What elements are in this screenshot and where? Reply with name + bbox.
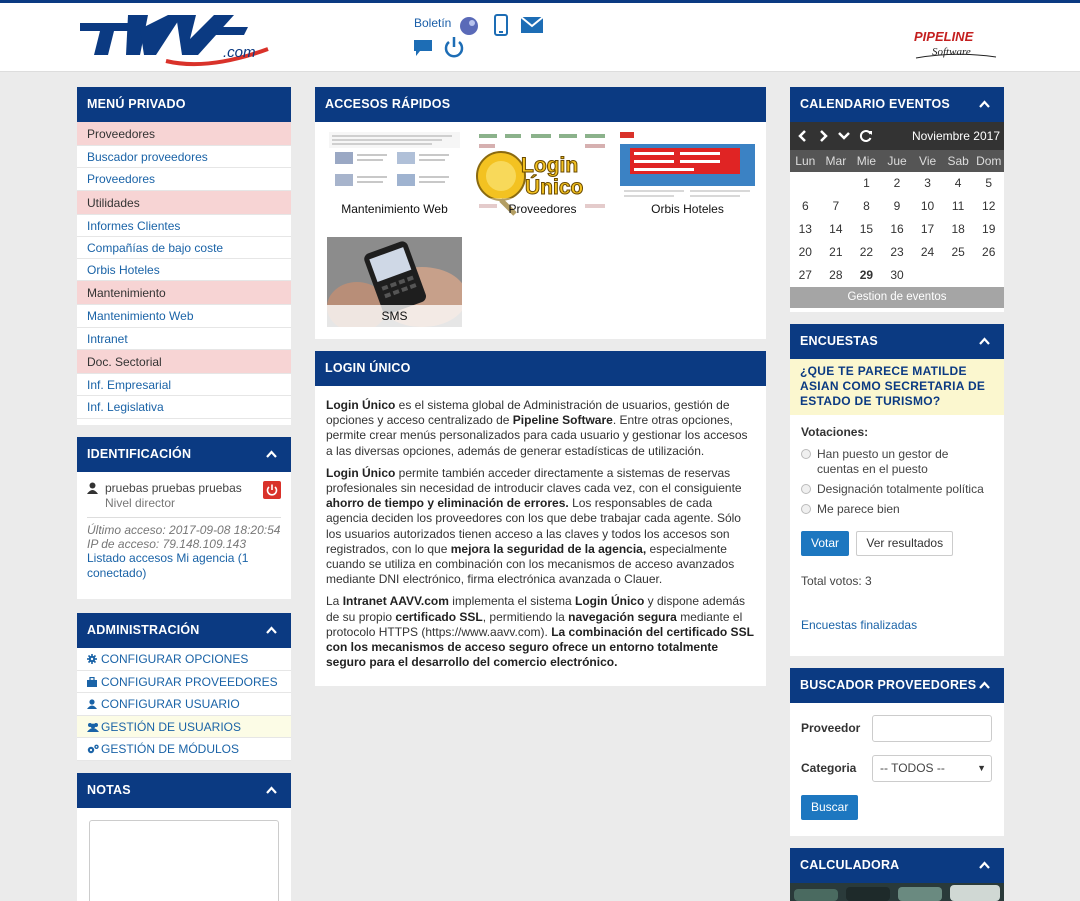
calendar-day[interactable]: 13 [798, 222, 812, 236]
calendar-day[interactable]: 14 [829, 222, 843, 236]
weekday-label: Mie [856, 154, 877, 168]
calendar-day[interactable]: 20 [798, 245, 812, 259]
paragraph-1: Login Único es el sistema global de Administración de usuarios, gestión de opciones y acceso centralizado de Pipeline Software. Entre otras opciones, permite crear menús personalizados para cada usuario y gestionar los accesos a las diversas opciones, además de generar estadísticas de utilización. [326, 398, 748, 458]
poll-options [801, 447, 993, 517]
administracion-panel [77, 613, 291, 761]
administracion-list [77, 648, 291, 761]
weekday-label: Sab [947, 154, 969, 168]
calendar-day[interactable]: 1 [863, 176, 870, 190]
vote-button[interactable]: Votar [801, 531, 849, 556]
radio-button[interactable] [801, 449, 811, 459]
total-votes: Total votos: 3 [801, 574, 872, 588]
login-image-text-1: Login [521, 154, 579, 177]
calendar-nav [790, 122, 1004, 150]
chevron-up-icon[interactable] [266, 449, 277, 460]
menu-section-header: Proveedores [77, 122, 291, 146]
calendar-empty-cell [973, 264, 1004, 287]
poll-option[interactable] [801, 502, 993, 517]
calendar-day[interactable]: 22 [859, 245, 874, 259]
chevron-up-icon[interactable] [266, 625, 277, 636]
weekday-label: Lun [795, 154, 816, 168]
user-info [87, 481, 281, 511]
last-access: Último acceso: 2017-09-08 18:20:54 [87, 523, 281, 537]
briefcase-icon [87, 677, 97, 687]
radio-button[interactable] [801, 484, 811, 494]
login-unico-title: LOGIN ÚNICO [315, 351, 766, 386]
admin-item-label: CONFIGURAR OPCIONES [101, 652, 249, 666]
calculator-image [790, 883, 1004, 901]
provider-label: Proveedor [801, 721, 861, 735]
aavv-logo[interactable] [78, 9, 274, 69]
calendar-empty-cell [912, 264, 943, 287]
mobile-icon[interactable] [494, 14, 508, 36]
calendar-day[interactable]: 26 [982, 245, 996, 259]
calendario-title: CALENDARIO EVENTOS [800, 97, 950, 111]
chevron-up-icon[interactable] [979, 336, 990, 347]
menu-item[interactable]: Compañías de bajo coste [77, 237, 291, 259]
notas-panel [77, 773, 291, 901]
calendar-day[interactable]: 9 [893, 199, 901, 213]
power-icon[interactable] [444, 36, 464, 58]
calendar-day[interactable]: 7 [832, 199, 840, 213]
tile-mantenimiento-web[interactable] [327, 130, 462, 220]
menu-privado-title: MENÚ PRIVADO [77, 87, 291, 122]
calendar-day[interactable]: 2 [893, 176, 901, 190]
buscador-title: BUSCADOR PROVEEDORES [800, 678, 977, 692]
tile-label: SMS [327, 305, 462, 327]
tile-proveedores[interactable] [475, 130, 610, 220]
gears-icon [87, 744, 99, 754]
admin-item-label: CONFIGURAR PROVEEDORES [101, 674, 278, 689]
tile-label: Mantenimiento Web [327, 198, 462, 220]
top-bar [0, 0, 1080, 72]
calendar-month: Noviembre 2017 [911, 129, 1000, 143]
ip-access: IP de acceso: 79.148.109.143 [87, 537, 247, 551]
chevron-left-icon[interactable] [797, 130, 807, 142]
menu-item[interactable]: Orbis Hoteles [77, 259, 291, 281]
weekday-label: Jue [887, 154, 907, 168]
chevron-up-icon[interactable] [979, 680, 990, 691]
calculadora-title: CALCULADORA [800, 858, 900, 872]
identificacion-title: IDENTIFICACIÓN [87, 447, 192, 461]
dropdown-arrow-icon: ▼ [977, 763, 986, 773]
poll-option-label: Han puesto un gestor de cuentas en el puesto [817, 447, 949, 476]
poll-option-label: Me parece bien [817, 502, 900, 516]
admin-item-gestion-de-modulos[interactable] [77, 738, 291, 761]
poll-question: ¿QUE TE PARECE MATILDE ASIAN COMO SECRETARIA DE ESTADO DE TURISMO? [790, 359, 1004, 415]
calendar-day[interactable]: 27 [798, 268, 812, 282]
calendar-day[interactable]: 25 [951, 245, 965, 259]
user-icon [87, 699, 97, 709]
calendar-day[interactable]: 19 [982, 222, 996, 236]
radio-button[interactable] [801, 504, 811, 514]
encuestas-panel [790, 324, 1004, 656]
poll-option-label: Designación totalmente política [817, 482, 984, 496]
paragraph-2: Login Único permite también acceder directamente a sistemas de reservas profesionales sin necesidad de introducir claves cada vez, con el consiguiente ahorro de tiempo y eliminación de errores. Los responsables de cada agencia deciden los proveedores con los que debe trabajar cada agente. Sólo los usuarios autorizados tienen acceso a las claves y todos los accesos son registrados, con lo que mejora la seguridad de la agencia, especialmente cuando se utiliza en combinación con los mecanismos de acceso avanzados mediante DNI electrónico, firma electrónica avanzada o Clauer. [326, 465, 742, 587]
category-label: Categoria [801, 761, 857, 775]
pipeline-logo-text: Pipeline Software [910, 27, 918, 28]
admin-item-label: CONFIGURAR USUARIO [101, 697, 240, 712]
tile-orbis-hoteles[interactable] [620, 130, 755, 220]
menu-privado-list [77, 122, 291, 419]
login-image-text-2: Único [525, 176, 584, 199]
logout-button[interactable] [263, 481, 281, 499]
menu-item[interactable]: Inf. Empresarial [77, 374, 291, 396]
mail-icon[interactable] [521, 17, 543, 33]
menu-section-header: Doc. Sectorial [77, 350, 291, 374]
calendario-panel [790, 87, 1004, 312]
accesos-rapidos-title: ACCESOS RÁPIDOS [315, 87, 766, 122]
view-results-button[interactable]: Ver resultados [856, 531, 953, 556]
buscador-proveedores-panel [790, 668, 1004, 836]
admin-item-configurar-opciones[interactable] [77, 648, 291, 671]
calendar-grid [790, 172, 1004, 287]
calendar-day[interactable]: 24 [920, 245, 935, 259]
login-unico-panel [315, 351, 766, 686]
menu-item[interactable]: Mantenimiento Web [77, 305, 291, 327]
weekday-label: Mar [825, 154, 847, 168]
category-selected: -- TODOS -- [880, 761, 945, 775]
encuestas-title: ENCUESTAS [800, 334, 878, 348]
weekday-label: Dom [976, 154, 1002, 168]
tile-label: Orbis Hoteles [620, 198, 755, 220]
svg-text:Software: Software [932, 46, 971, 58]
calculadora-panel [790, 848, 1004, 901]
poll-option[interactable] [801, 447, 993, 477]
calendar-day[interactable]: 28 [829, 268, 843, 282]
provider-input[interactable] [872, 715, 992, 742]
menu-item[interactable]: Intranet [77, 328, 291, 350]
identificacion-panel [77, 437, 291, 599]
menu-item[interactable]: Buscador proveedores [77, 146, 291, 168]
calendar-weekdays [790, 150, 1004, 172]
administracion-title: ADMINISTRACIÓN [87, 623, 200, 637]
admin-item-configurar-proveedores[interactable] [77, 671, 291, 694]
calendar-day[interactable]: 16 [890, 222, 904, 236]
user-level: Nivel director [105, 496, 176, 510]
chevron-up-icon[interactable] [979, 860, 990, 871]
category-select[interactable] [872, 755, 992, 782]
user-name: pruebas pruebas pruebas [105, 481, 242, 495]
calendar-day[interactable]: 8 [863, 199, 870, 213]
chevron-down-icon[interactable] [838, 131, 850, 141]
login-unico-article [315, 386, 766, 689]
pipeline-software-logo[interactable] [910, 27, 1000, 61]
sphere-icon[interactable] [459, 16, 479, 36]
finished-polls-link[interactable]: Encuestas finalizadas [801, 618, 918, 632]
weekday-label: Vie [919, 154, 937, 168]
menu-section-header: Mantenimiento [77, 281, 291, 305]
gear-icon [87, 654, 97, 664]
menu-section-header: Utilidades [77, 191, 291, 215]
calendar-empty-cell [790, 172, 821, 195]
users-icon [87, 722, 99, 732]
calendar-empty-cell [821, 172, 852, 195]
admin-item-configurar-usuario[interactable] [77, 693, 291, 716]
refresh-icon[interactable] [859, 129, 873, 143]
notes-textarea[interactable] [89, 820, 279, 901]
calendar-empty-cell [943, 264, 974, 287]
calendar-day[interactable]: 4 [954, 176, 962, 190]
admin-item-label: GESTIÓN DE MÓDULOS [101, 742, 240, 757]
chevron-right-icon[interactable] [819, 130, 829, 142]
user-icon [87, 482, 98, 494]
power-icon [263, 481, 281, 499]
boletin-link[interactable]: Boletín [414, 16, 452, 30]
menu-item[interactable]: Informes Clientes [77, 215, 291, 237]
calendar-day[interactable]: 17 [920, 222, 935, 236]
poll-option[interactable] [801, 482, 993, 497]
paragraph-3: La Intranet AAVV.com implementa el sistema Login Único y dispone además de su propio certificado SSL, permitiendo la navegación segura mediante el protocolo HTTPS (https://www.aavv.com). La combinación del certificado SSL con los mecanismos de acceso seguro ofrece un entorno totalmente seguro para el desarrollo del comercio electrónico. [326, 594, 754, 670]
calendar-day[interactable]: 15 [859, 222, 874, 236]
svg-text:PIPELINE: PIPELINE [914, 29, 974, 44]
calendar-day[interactable]: 29 [859, 268, 874, 282]
calendar-day[interactable]: 3 [924, 176, 931, 190]
admin-item-gestion-de-usuarios[interactable] [77, 716, 291, 739]
calendar-day[interactable]: 10 [920, 199, 935, 213]
menu-item[interactable]: Inf. Legislativa [77, 396, 291, 418]
gestion-eventos-link[interactable]: Gestion de eventos [790, 287, 1004, 308]
access-list-link[interactable]: Listado accesos Mi agencia (1 conectado) [87, 551, 249, 580]
tile-sms[interactable] [327, 237, 462, 327]
chevron-up-icon[interactable] [979, 99, 990, 110]
svg-text:.com: .com [223, 44, 256, 61]
menu-privado-panel [77, 87, 291, 425]
admin-item-label: GESTIÓN DE USUARIOS [101, 719, 242, 734]
notas-title: NOTAS [87, 783, 131, 797]
calendar-day[interactable]: 6 [801, 199, 809, 213]
calendar-day[interactable]: 11 [951, 199, 965, 213]
calendar-day[interactable]: 12 [982, 199, 996, 213]
calendar-day[interactable]: 23 [890, 245, 904, 259]
accesos-rapidos-panel [315, 87, 766, 339]
calendar-day[interactable]: 5 [985, 176, 993, 190]
calendar-day[interactable]: 21 [829, 245, 843, 259]
chevron-up-icon[interactable] [266, 785, 277, 796]
votes-label: Votaciones: [801, 425, 869, 439]
calendar-day[interactable]: 18 [951, 222, 965, 236]
chat-icon[interactable] [413, 39, 433, 57]
calendar-day[interactable]: 30 [890, 268, 904, 282]
divider [87, 517, 281, 518]
menu-item[interactable]: Proveedores [77, 168, 291, 190]
tile-label: Proveedores [475, 198, 610, 220]
search-button[interactable]: Buscar [801, 795, 858, 820]
